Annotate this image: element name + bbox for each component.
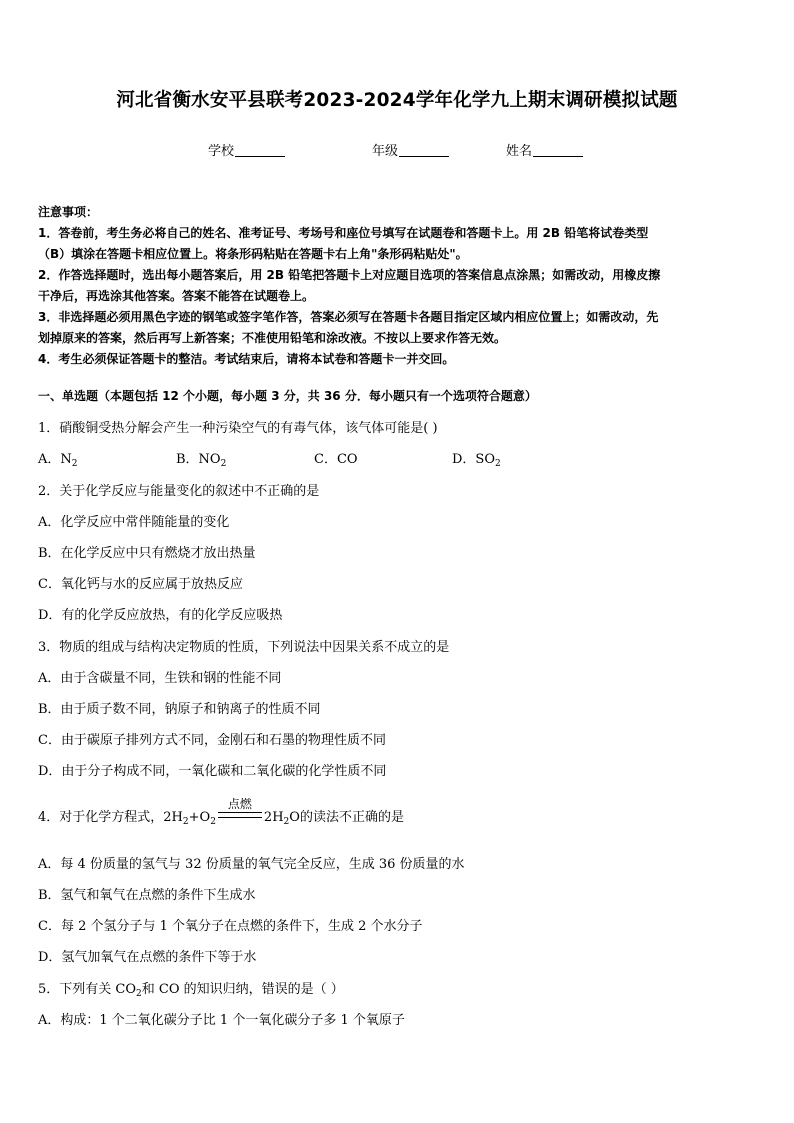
notice-line: 1．答卷前，考生务必将自己的姓名、准考证号、考场号和座位号填写在试题卷和答题卡上。用 2B 铅笔将试卷类型 <box>38 226 649 240</box>
section-heading: 一、单选题（本题包括 12 个小题，每小题 3 分，共 36 分．每小题只有一个选项符合题意） <box>38 389 537 403</box>
q1-option-d: D．$SO_2$ <box>452 452 501 469</box>
q4-option-d: D．氢气加氧气在点燃的条件下等于水 <box>38 950 257 965</box>
q1-option-b: B．$NO_2$ <box>176 452 227 469</box>
name-blank <box>533 144 583 157</box>
grade-blank <box>399 144 449 157</box>
notice-block <box>38 202 760 370</box>
q3-option-b: B．由于质子数不同，钠原子和钠离子的性质不同 <box>38 702 321 717</box>
q5-option-a: A．构成：1 个二氧化碳分子比 1 个一氧化碳分子多 1 个氧原子 <box>38 1013 405 1028</box>
equation: $2H_2+O_2$ 点燃 $2H_2O$ <box>163 797 300 827</box>
notice-heading: 注意事项： <box>38 205 99 219</box>
question-3-stem: 3．物质的组成与结构决定物质的性质，下列说法中因果关系不成立的是 <box>38 640 450 655</box>
question-5-stem: 5．下列有关 $CO_2$和 CO 的知识归纳，错误的是（ ） <box>38 982 344 999</box>
reaction-condition: 点燃 <box>227 797 252 811</box>
school-field <box>208 140 285 159</box>
notice-line: 4．考生必须保证答题卡的整洁。考试结束后，请将本试卷和答题卡一并交回。 <box>38 352 455 366</box>
notice-line: 3．非选择题必须用黑色字迹的钢笔或签字笔作答，答案必须写在答题卡各题目指定区域内相应位置上；如需改动，先 <box>38 310 659 324</box>
school-label: 学校 <box>208 144 235 159</box>
notice-line: 干净后，再选涂其他答案。答案不能答在试题卷上。 <box>38 289 315 303</box>
name-label: 姓名 <box>506 144 533 159</box>
question-2-stem: 2．关于化学反应与能量变化的叙述中不正确的是 <box>38 484 320 499</box>
equation-arrow <box>218 797 262 825</box>
question-4-stem: 4．对于化学方程式，$2H_2+O_2$ 点燃 $2H_2O$的读法不正确的是 <box>38 797 404 827</box>
grade-field <box>372 140 449 159</box>
grade-label: 年级 <box>372 144 399 159</box>
notice-line: 2．作答选择题时，选出每小题答案后，用 2B 铅笔把答题卡上对应题目选项的答案信息点涂黑；如需改动，用橡皮擦 <box>38 268 661 282</box>
q3-option-a: A．由于含碳量不同，生铁和钢的性能不同 <box>38 671 282 686</box>
q4-option-b: B．氢气和氧气在点燃的条件下生成水 <box>38 888 256 903</box>
name-field <box>506 140 583 159</box>
q2-option-a: A．化学反应中常伴随能量的变化 <box>38 515 230 530</box>
q3-option-d: D．由于分子构成不同，一氧化碳和二氧化碳的化学性质不同 <box>38 764 387 779</box>
q4-option-a: A．每 4 份质量的氢气与 32 份质量的氧气完全反应，生成 36 份质量的水 <box>38 857 465 872</box>
q3-option-c: C．由于碳原子排列方式不同，金刚石和石墨的物理性质不同 <box>38 733 386 748</box>
notice-line: （B）填涂在答题卡相应位置上。将条形码粘贴在答题卡右上角"条形码粘贴处"。 <box>38 247 468 261</box>
q2-option-d: D．有的化学反应放热，有的化学反应吸热 <box>38 608 283 623</box>
q4-option-c: C．每 2 个氢分子与 1 个氧分子在点燃的条件下，生成 2 个水分子 <box>38 919 423 934</box>
school-blank <box>235 144 285 157</box>
q2-option-c: C．氧化钙与水的反应属于放热反应 <box>38 577 243 592</box>
notice-line: 划掉原来的答案，然后再写上新答案；不准使用铅笔和涂改液。不按以上要求作答无效。 <box>38 331 507 345</box>
q1-option-a: A．$N_2$ <box>38 452 78 469</box>
q2-option-b: B．在化学反应中只有燃烧才放出热量 <box>38 546 256 561</box>
q1-option-c: C．CO <box>314 452 358 467</box>
exam-title: 河北省衡水安平县联考2023-2024学年化学九上期末调研模拟试题 <box>116 90 678 111</box>
question-1-stem: 1．硝酸铜受热分解会产生一种污染空气的有毒气体，该气体可能是( ) <box>38 421 438 436</box>
